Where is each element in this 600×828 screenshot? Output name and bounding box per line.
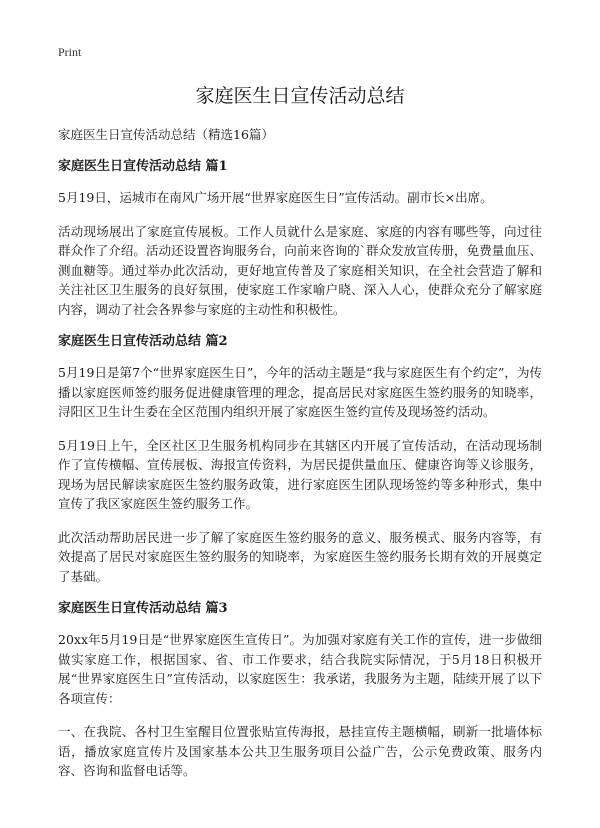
section-1 (58, 158, 542, 319)
paragraph: 此次活动帮助居民进一步了解了家庭医生签约服务的意义、服务模式、服务内容等，有效提高了居民对家庭医生签约服务的知晓率，为家庭医生签约服务长期有效的开展奠定了基础。 (58, 529, 542, 584)
document-title: 家庭医生日宣传活动总结 (195, 85, 405, 107)
section-3 (58, 600, 542, 781)
paragraph: 5月19日上午，全区社区卫生服务机构同步在其辖区内开展了宣传活动，在活动现场制作了宣传横幅、宣传展板、海报宣传资料，为居民提供量血压、健康咨询等义诊服务，现场为居民解读家庭医生签约服务政策，进行家庭医生团队现场签约等多种形式，集中宣传了我区家庭医生签约服务工作。 (58, 437, 542, 511)
paragraph: 20xx年5月19日是“世界家庭医生宣传日”。为加强对家庭有关工作的宣传，进一步做细做实家庭工作，根据国家、省、市工作要求，结合我院实际情况，于5月18日积极开展“世界家庭医生日”宣传活动，以家庭医生：我承诺，我服务为主题，陆续开展了以下各项宣传： (58, 632, 542, 706)
section-heading: 家庭医生日宣传活动总结 篇2 (58, 334, 228, 349)
paragraph: 一、在我院、各村卫生室醒目位置张贴宣传海报，悬挂宣传主题横幅，刷新一批墙体标语，播放家庭宣传片及国家基本公共卫生服务项目公益广告，公示免费政策、服务内容、咨询和监督电话等。 (58, 724, 542, 778)
document-subtitle: 家庭医生日宣传活动总结（精选16篇） (58, 127, 274, 142)
paragraph: 5月19日是第7个“世界家庭医生日”，今年的活动主题是“我与家庭医生有个约定”，为传播以家庭医师签约服务促进健康管理的理念，提高居民对家庭医生签约服务的知晓率，浔阳区卫生计生委在全区范围内组织开展了家庭医生签约宣传及现场签约活动。 (58, 365, 542, 419)
section-2 (58, 333, 542, 586)
paragraph: 5月19日，运城市在南风广场开展“世界家庭医生日”宣传活动。副市长×出席。 (58, 190, 493, 205)
paragraph: 活动现场展出了家庭宣传展板。工作人员就什么是家庭、家庭的内容有哪些等，向过往群众作了介绍。活动还设置咨询服务台，向前来咨询的`群众发放宣传册，免费量血压、测血糖等。通过举办此次活动，更好地宣传普及了家庭相关知识，在全社会营造了解和关注社区卫生服务的良好氛围，使家庭工作家喻户晓、深入人心，使群众充分了解家庭内容，调动了社会各界参与家庭的主动性和积极性。 (58, 223, 542, 317)
section-heading: 家庭医生日宣传活动总结 篇3 (58, 601, 228, 616)
print-link[interactable]: Print (58, 45, 82, 59)
section-heading: 家庭医生日宣传活动总结 篇1 (58, 159, 228, 174)
